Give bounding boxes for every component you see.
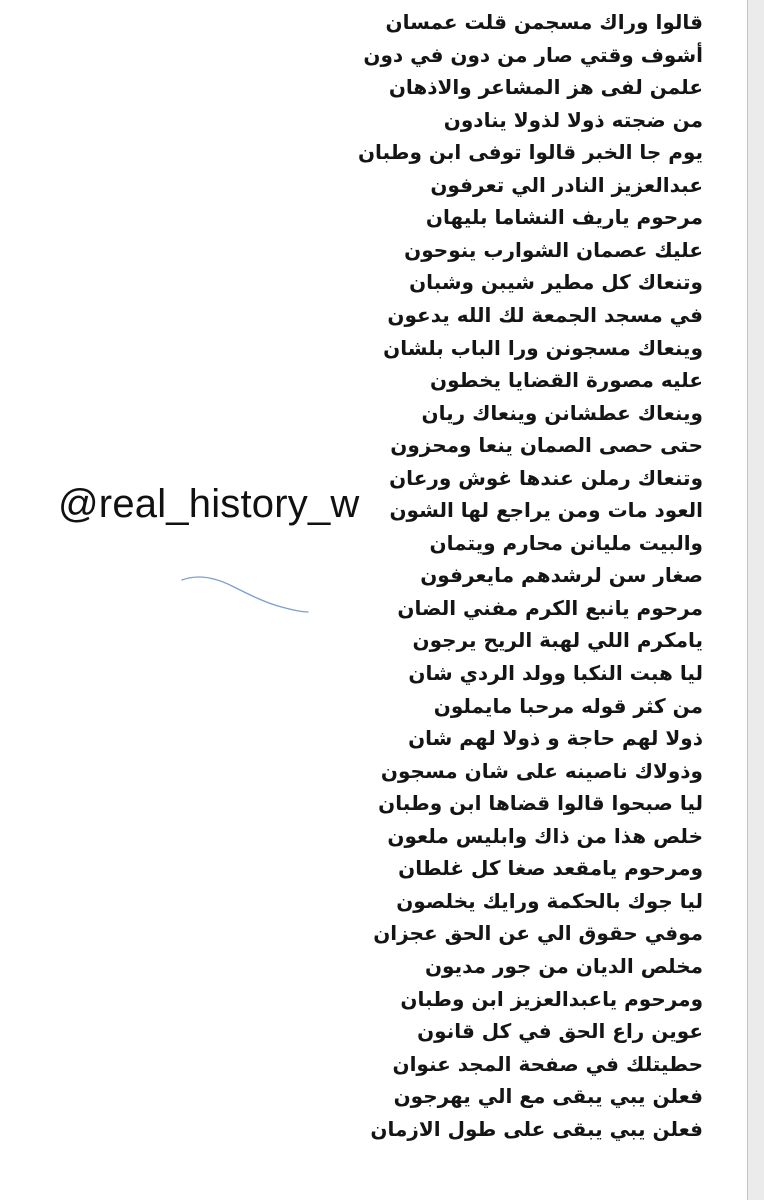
poem-line: موفي حقوق الي عن الحق عجزان xyxy=(373,921,703,946)
poem-line: فعلن يبي يبقى مع الي يهرجون xyxy=(393,1084,703,1109)
poem-line: مرحوم ياريف النشاما بليهان xyxy=(425,205,703,230)
poem-line: ليا هبت النكبا وولد الردي شان xyxy=(408,661,703,685)
poem-line: حطيتلك في صفحة المجد عنوان xyxy=(392,1051,703,1076)
poem-line: عبدالعزيز النادر الي تعرفون xyxy=(430,172,703,197)
poem-line: علمن لفى هز المشاعر والاذهان xyxy=(388,75,703,100)
poem-line: عوين راع الحق في كل قانون xyxy=(417,1019,703,1044)
poem-line: عليك عصمان الشوارب ينوحون xyxy=(404,237,703,262)
poem-line: مخلص الديان من جور مديون xyxy=(424,953,703,978)
poem-line: وتنعاك رملن عندها غوش ورعان xyxy=(389,465,703,490)
poem-line: ليا صبحوا قالوا قضاها ابن وطبان xyxy=(378,791,703,816)
poem-line: خلص هذا من ذاك وابليس ملعون xyxy=(387,823,703,848)
poem-line: والبيت مليانن محارم ويتمان xyxy=(429,530,703,555)
poem-line: حتى حصى الصمان ينعا ومحزون xyxy=(390,433,703,458)
poem-line: صغار سن لرشدهم مايعرفون xyxy=(420,563,703,588)
poem-line: وينعاك عطشانن وينعاك ريان xyxy=(421,400,703,425)
poem-line: فعلن يبي يبقى على طول الازمان xyxy=(370,1116,703,1141)
poem-line: قالوا وراك مسجمن قلت عمسان xyxy=(385,10,703,34)
page-edge-strip xyxy=(747,0,764,1200)
poem-line: وذولاك ناصينه على شان مسجون xyxy=(380,758,703,783)
poem-line: ليا جوك بالحكمة ورايك يخلصون xyxy=(396,888,703,913)
poem-line: عليه مصورة القضايا يخطون xyxy=(430,368,703,393)
poem-line: من ضجته ذولا لذولا ينادون xyxy=(443,107,703,132)
poem-line: وينعاك مسجونن ورا الباب بلشان xyxy=(383,335,703,360)
watermark-handle: @real_history_w xyxy=(58,482,360,526)
poem-line: مرحوم يانبع الكرم مفني الضان xyxy=(397,595,703,620)
poem-line: ذولا لهم حاجة و ذولا لهم شان xyxy=(408,726,703,751)
poem-line: في مسجد الجمعة لك الله يدعون xyxy=(387,302,703,327)
poem-line: ومرحوم يامقعد صغا كل غلطان xyxy=(398,856,703,881)
pen-scribble-mark xyxy=(180,572,312,618)
poem-line: يوم جا الخبر قالوا توفى ابن وطبان xyxy=(357,140,703,165)
poem-line: العود مات ومن يراجع لها الشون xyxy=(389,498,703,523)
poem-line: أشوف وقتي صار من دون في دون xyxy=(363,42,703,67)
poem-line: يامكرم اللي لهبة الريح يرجون xyxy=(412,628,703,653)
poem-line: ومرحوم ياعبدالعزيز ابن وطبان xyxy=(400,986,703,1011)
poem-line: من كثر قوله مرحبا مايملون xyxy=(433,693,703,718)
poem-line: وتنعاك كل مطير شيبن وشبان xyxy=(409,270,703,295)
